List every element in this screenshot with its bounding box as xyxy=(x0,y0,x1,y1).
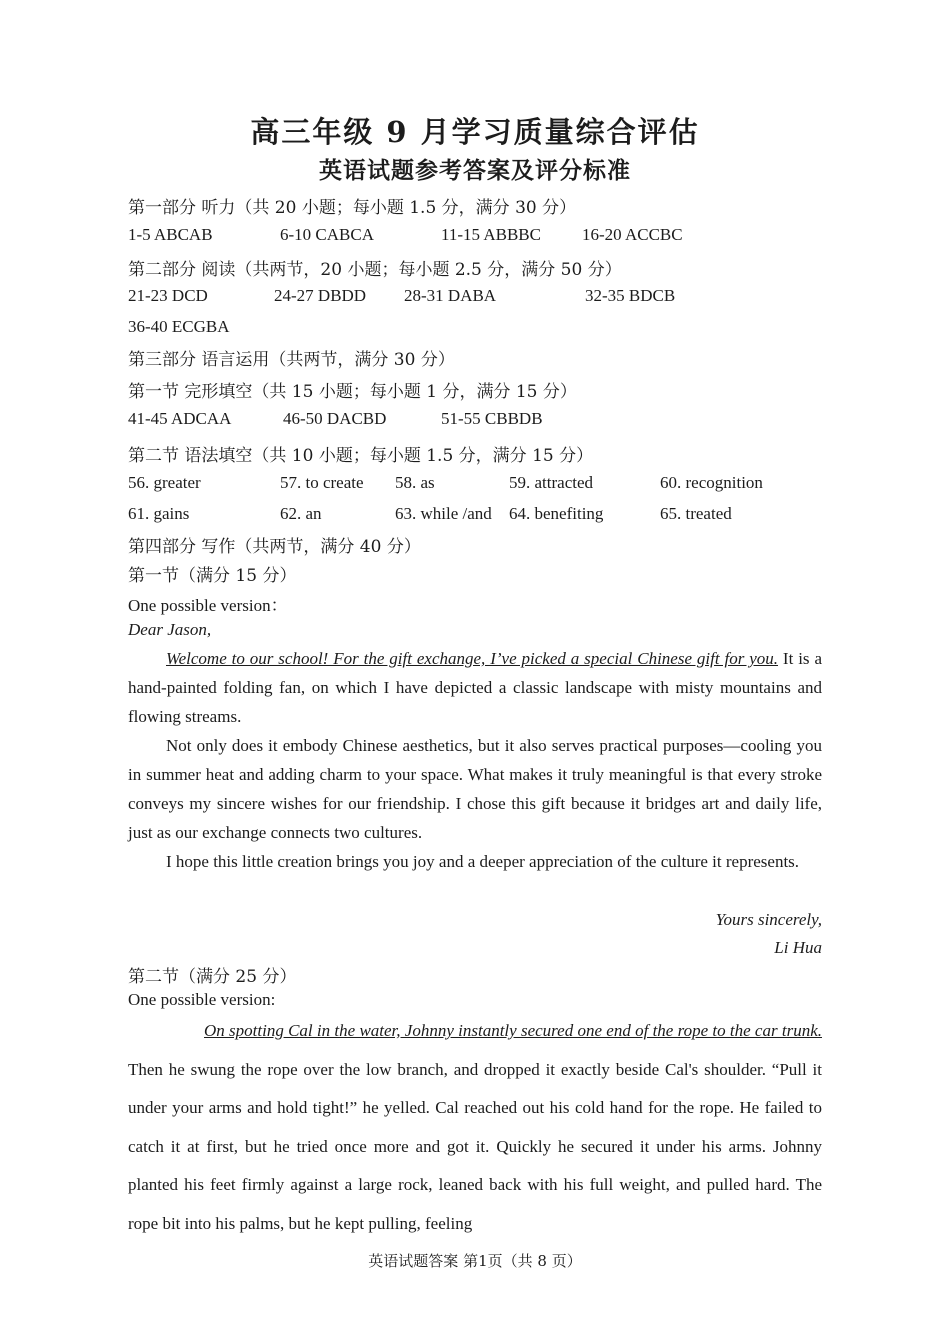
paragraph-text: Then he swung the rope over the low branch, and dropped it exactly beside Cal's shoulder. “Pull it under your arms and hold tight!” he yelled. Cal reached out his cold hand for the rope. He failed to catch it at first, but he tried once more and got it. Quickly he secured it under his arms. Johnny planted his feet firmly against a large rock, leaned back with his full weight, and pulled hard. The rope bit into his palms, but he kept pulling, feeling xyxy=(128,1059,822,1233)
grammar-answer: 58. as xyxy=(395,473,435,492)
grammar-answer: 64. benefiting xyxy=(509,504,604,523)
grammar-answer: 56. greater xyxy=(128,473,201,492)
paragraph-text: It is a hand-painted folding fan, on which I have depicted a classic landscape with misty mountains and flowing streams. xyxy=(128,649,822,726)
part4-sec1-heading: 第一节（满分 15 分） xyxy=(128,566,297,586)
part2-answer: 21-23 DCD xyxy=(128,286,208,305)
part1-answer: 11-15 ABBBC xyxy=(441,225,541,244)
page-title: 高三年级 9 月学习质量综合评估 xyxy=(250,115,700,149)
grammar-answer: 60. recognition xyxy=(660,473,763,492)
part3-heading: 第三部分 语言运用（共两节，满分 30 分） xyxy=(128,350,455,370)
letter-salutation: Dear Jason, xyxy=(128,620,212,639)
part4-sec2-heading: 第二节（满分 25 分） xyxy=(128,967,297,987)
part2-answer: 32-35 BDCB xyxy=(585,286,676,305)
part2-answer: 24-27 DBDD xyxy=(274,286,367,305)
part1-answer: 1-5 ABCAB xyxy=(128,225,213,244)
story-paragraph xyxy=(128,1012,822,1243)
letter-paragraph: Not only does it embody Chinese aesthetics, but it also serves practical purposes—cooling you in summer heat and adding charm to your space. What makes it truly meaningful is that every stroke conveys my sincere wishes for our friendship. I chose this gift because it bridges art and daily life, just as our exchange connects two cultures. xyxy=(128,736,822,842)
letter-signature: Li Hua xyxy=(774,938,822,957)
part2-heading: 第二部分 阅读（共两节，20 小题；每小题 2.5 分，满分 50 分） xyxy=(128,260,622,280)
grammar-answer: 65. treated xyxy=(660,504,732,523)
grammar-answer: 63. while /and xyxy=(395,504,492,523)
part1-heading: 第一部分 听力（共 20 小题；每小题 1.5 分，满分 30 分） xyxy=(128,198,577,218)
letter-paragraph: I hope this little creation brings you joy and a deeper appreciation of the culture it represents. xyxy=(166,852,800,871)
sample-label: One possible version： xyxy=(128,596,288,615)
sample-label: One possible version: xyxy=(128,990,276,1009)
cloze-answer: 46-50 DACBD xyxy=(283,409,387,428)
cloze-answer: 51-55 CBBDB xyxy=(441,409,543,428)
cloze-answer: 41-45 ADCAA xyxy=(128,409,232,428)
part4-heading: 第四部分 写作（共两节，满分 40 分） xyxy=(128,537,421,557)
underlined-opening: Welcome to our school! For the gift exchange, I’ve picked a special Chinese gift for you. xyxy=(166,649,779,668)
part2-answer: 28-31 DABA xyxy=(404,286,497,305)
part1-answer: 6-10 CABCA xyxy=(280,225,374,244)
grammar-answer: 57. to create xyxy=(280,473,364,492)
grammar-answer: 59. attracted xyxy=(509,473,594,492)
page-footer: 英语试题答案 第1页（共 8 页） xyxy=(368,1252,582,1270)
letter-closing: Yours sincerely, xyxy=(715,910,822,929)
part3-sec2-heading: 第二节 语法填空（共 10 小题；每小题 1.5 分，满分 15 分） xyxy=(128,446,594,466)
grammar-answer: 62. an xyxy=(280,504,322,523)
part3-sec1-heading: 第一节 完形填空（共 15 小题；每小题 1 分，满分 15 分） xyxy=(128,382,577,402)
underlined-opening: On spotting Cal in the water, Johnny instantly secured one end of the rope to the car trunk. xyxy=(204,1021,822,1040)
letter-paragraph xyxy=(128,644,822,731)
page-subtitle: 英语试题参考答案及评分标准 xyxy=(319,157,631,184)
part2-answer: 36-40 ECGBA xyxy=(128,317,230,336)
part1-answer: 16-20 ACCBC xyxy=(582,225,683,244)
grammar-answer: 61. gains xyxy=(128,504,190,523)
